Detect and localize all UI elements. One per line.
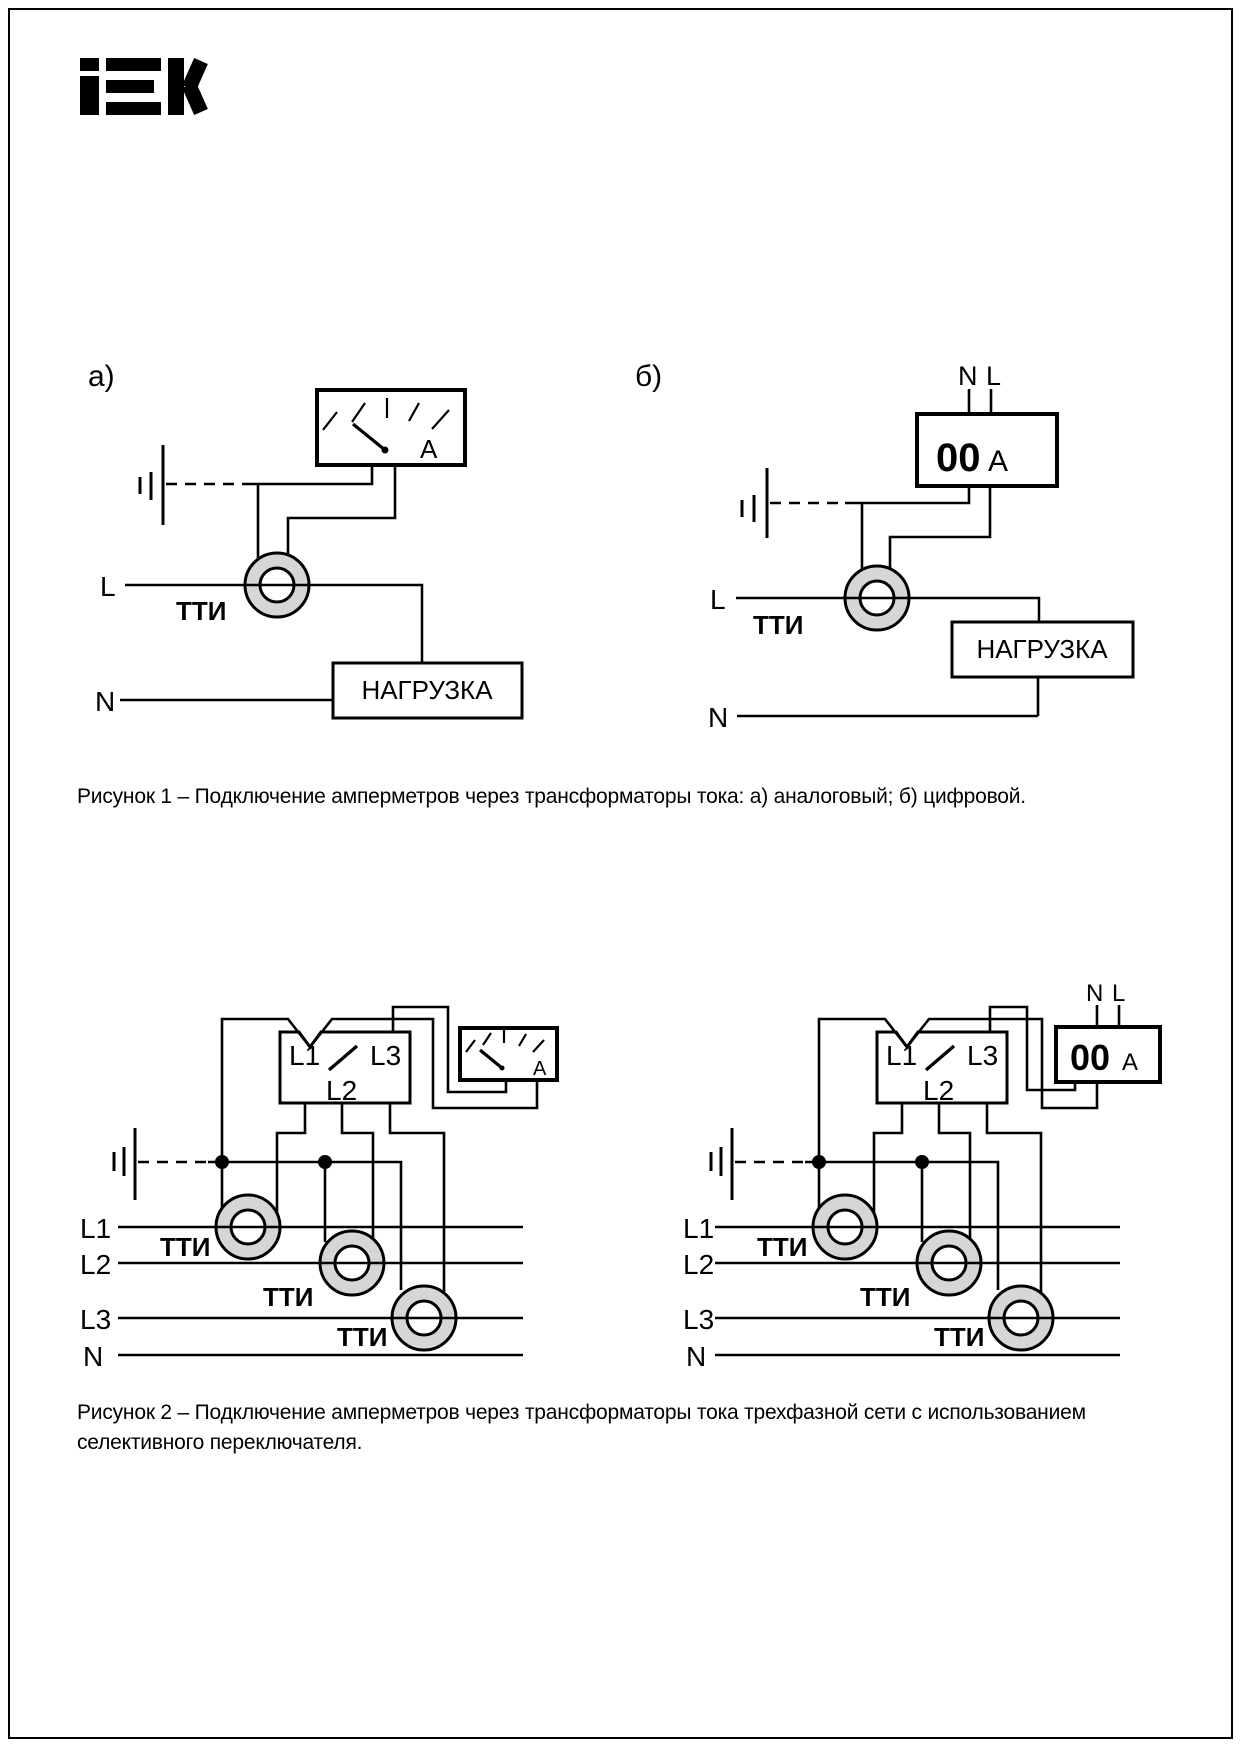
selector-pos-l1: L1 — [886, 1040, 918, 1071]
figure1-digital-diagram — [635, 360, 1133, 733]
line-label-l3: L3 — [80, 1304, 112, 1335]
ammeter-unit-label: А — [420, 434, 438, 464]
figure2-caption-line1: Рисунок 2 – Подключение амперметров через трансформаторы тока трехфазной сети с использованием — [77, 1401, 1086, 1424]
selector-switch — [877, 1032, 1007, 1106]
ct-label: ТТИ — [753, 610, 804, 640]
load-box — [333, 663, 522, 718]
panel-label-b: б) — [635, 360, 663, 393]
meter-terminal-l-label: L — [1112, 980, 1126, 1007]
ground-icon — [114, 1128, 208, 1200]
selector-pos-l2: L2 — [923, 1075, 955, 1106]
digital-ammeter-icon — [1056, 980, 1160, 1082]
iek-logo — [80, 58, 201, 115]
line-label-l1: L1 — [683, 1213, 715, 1244]
meter-reading: 00 — [1070, 1037, 1111, 1078]
selector-pos-l2: L2 — [326, 1075, 358, 1106]
analog-ammeter-icon — [460, 1028, 557, 1080]
load-label: НАГРУЗКА — [361, 675, 493, 705]
ground-icon — [140, 445, 252, 525]
figure2-analog-diagram — [80, 1007, 557, 1372]
line-label-l2: L2 — [683, 1249, 715, 1280]
meter-reading: 00 — [936, 436, 981, 480]
load-box — [952, 622, 1133, 677]
ct-label-l2: ТТИ — [860, 1282, 911, 1312]
phase-label: L — [100, 571, 116, 602]
figure1-caption: Рисунок 1 – Подключение амперметров через трансформаторы тока: а) аналоговый; б) цифровой. — [77, 785, 1026, 808]
meter-unit: А — [988, 445, 1009, 478]
junction-dot — [915, 1155, 929, 1169]
ammeter-unit-label: А — [533, 1058, 547, 1080]
junction-dot — [812, 1155, 826, 1169]
analog-ammeter-icon — [317, 390, 465, 465]
figure2-caption — [77, 1398, 1177, 1458]
meter-terminal-n-label: N — [1086, 980, 1104, 1007]
panel-label-a: а) — [88, 360, 115, 393]
selector-pos-l1: L1 — [289, 1040, 321, 1071]
load-label: НАГРУЗКА — [976, 634, 1108, 664]
neutral-label: N — [708, 702, 729, 733]
ground-icon — [711, 1128, 805, 1200]
figure2-digital-diagram — [683, 980, 1160, 1372]
ct-label-l1: ТТИ — [757, 1232, 808, 1262]
ct-label-l2: ТТИ — [263, 1282, 314, 1312]
secondary-wiring — [252, 465, 395, 562]
line-label-l3: L3 — [683, 1304, 715, 1335]
junction-dot — [318, 1155, 332, 1169]
ct-label-l3: ТТИ — [934, 1322, 985, 1352]
phase-label: L — [710, 584, 726, 615]
meter-unit: А — [1122, 1049, 1139, 1076]
ct-label-l1: ТТИ — [160, 1232, 211, 1262]
line-label-n: N — [83, 1341, 104, 1372]
selector-pos-l3: L3 — [370, 1040, 402, 1071]
neutral-label: N — [95, 686, 116, 717]
line-label-l2: L2 — [80, 1249, 112, 1280]
meter-terminal-n-label: N — [958, 361, 978, 391]
ct-label: ТТИ — [176, 596, 227, 626]
line-label-l1: L1 — [80, 1213, 112, 1244]
meter-terminal-l-label: L — [986, 361, 1002, 391]
figure2-caption-line2: селективного переключателя. — [77, 1431, 363, 1454]
digital-ammeter-icon — [917, 361, 1057, 486]
figure1-analog-diagram — [88, 360, 522, 718]
secondary-wiring — [845, 486, 990, 570]
ct-label-l3: ТТИ — [337, 1322, 388, 1352]
selector-switch — [280, 1032, 410, 1106]
junction-dot — [215, 1155, 229, 1169]
selector-pos-l3: L3 — [967, 1040, 999, 1071]
line-label-n: N — [686, 1341, 707, 1372]
ground-icon — [742, 468, 845, 538]
